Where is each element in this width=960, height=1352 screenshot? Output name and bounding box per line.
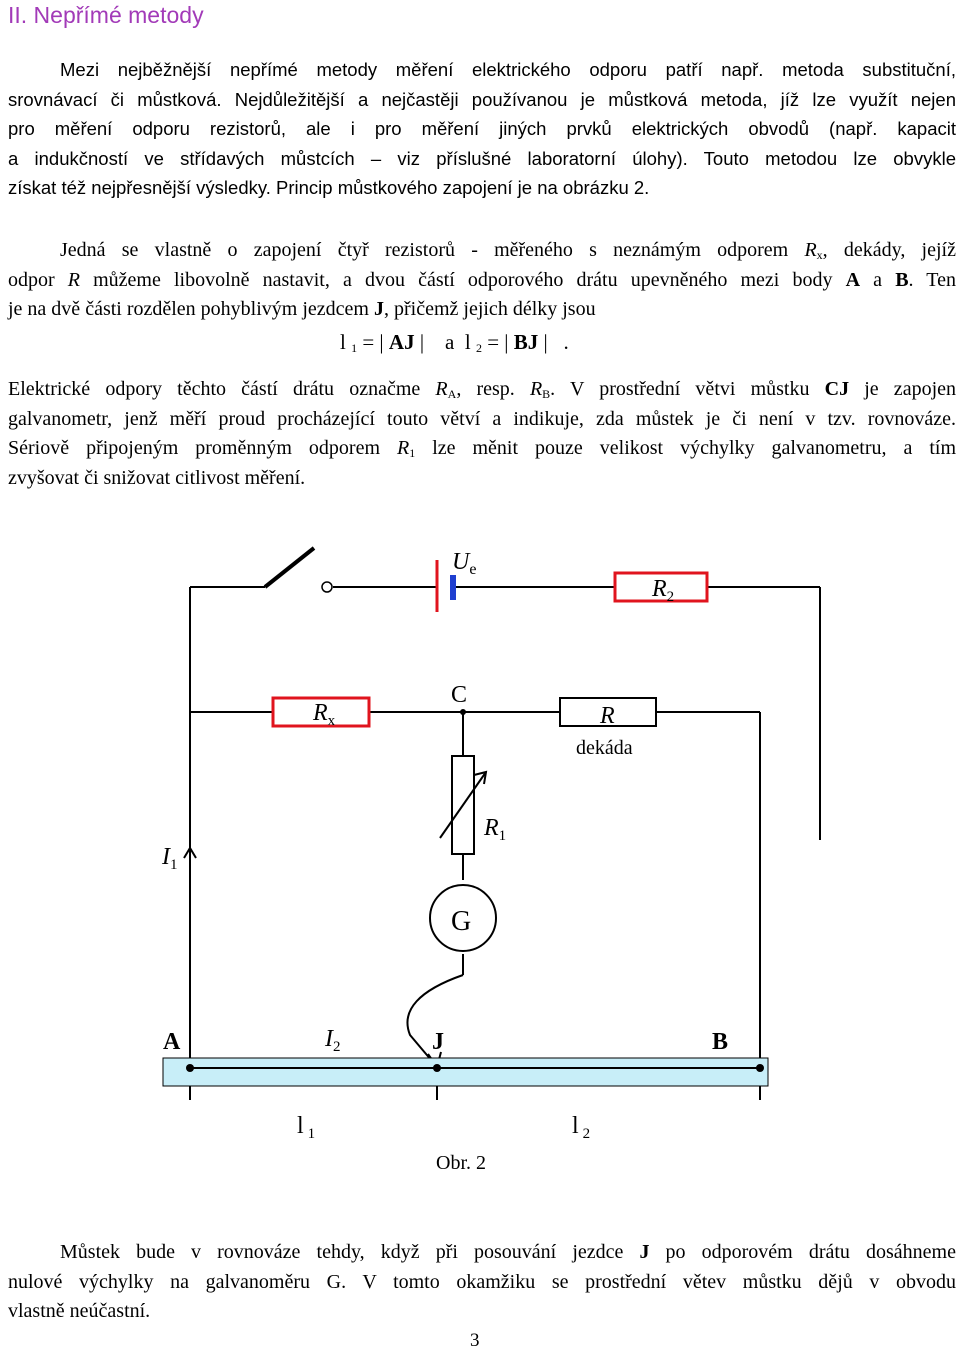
text-run: po odporovém drátu dosáhneme xyxy=(649,1241,956,1263)
bridge-circuit-diagram xyxy=(0,520,960,1150)
text-run: = | xyxy=(481,330,514,354)
paragraph-bridge xyxy=(8,236,956,325)
paragraph-galvanometer xyxy=(8,375,956,493)
text-line xyxy=(8,295,956,325)
segment-bj: BJ xyxy=(513,330,539,354)
text-line: a indukčností ve střídavých můstcích – viz příslušné laboratorní úlohy). Touto metodou lze obvykle xyxy=(8,147,956,169)
node-a xyxy=(186,1064,194,1072)
label-rx: $R_x$ xyxy=(313,700,336,729)
point-j: J xyxy=(373,298,384,320)
text-line: srovnávací či můstková. Nejdůležitější a nejčastěji používanou je můstková metoda, jíž lze využít nejen xyxy=(8,88,956,110)
text-line: galvanometr, jenž měří proud procházející touto větví a indikuje, zda můstek je či není v tzv. rovnováze. xyxy=(8,407,956,430)
symbol-r: R xyxy=(67,268,80,291)
text-run: a xyxy=(860,268,896,291)
section-heading: II. Nepřímé metody xyxy=(8,2,204,28)
text-run: . Ten xyxy=(908,268,956,291)
paragraph-intro xyxy=(8,55,956,203)
text-line xyxy=(8,375,956,405)
text-run: Elektrické odpory těchto částí drátu označme xyxy=(8,378,436,400)
text-run: , dekády, jejíž xyxy=(822,239,956,261)
text-line: nulové výchylky na galvanoměru G. V tomto okamžiku se prostřední větev můstku dějů v obvodu xyxy=(8,1270,956,1293)
text-run: Jedná se vlastně o zapojení čtyř rezistorů - měřeného s neznámým odporem xyxy=(60,239,805,261)
label-i1: $I_1$ xyxy=(162,844,178,873)
figure-caption: Obr. 2 xyxy=(436,1152,486,1174)
subscript: A xyxy=(447,387,457,401)
label-ue: $U_e$ xyxy=(452,549,477,578)
label-b: B xyxy=(712,1029,729,1055)
variable-arrow xyxy=(440,772,486,838)
subscript: x xyxy=(816,248,823,262)
label-r2: $R_2$ xyxy=(652,576,675,605)
text-line xyxy=(8,266,956,296)
text-run: lze měnit pouze velikost výchylky galvanometru, a tím xyxy=(415,437,956,459)
label-r-decade: R xyxy=(600,703,615,729)
text-run: l xyxy=(340,330,346,354)
text-run: je na dvě části rozdělen pohyblivým jezdcem xyxy=(8,298,374,320)
text-line xyxy=(8,1238,956,1268)
symbol-r: R xyxy=(529,378,543,400)
point-b: B xyxy=(895,268,909,291)
page-number: 3 xyxy=(470,1330,480,1351)
text-run: Můstek bude v rovnováze tehdy, když při posouvání jezdce xyxy=(60,1241,640,1263)
subscript: 1 xyxy=(351,341,358,355)
text-line: pro měření odporu rezistorů, ale i pro měření jiných prvků elektrických obvodů (např. kapacit xyxy=(8,118,956,139)
label-dekada: dekáda xyxy=(576,737,633,759)
point-a: A xyxy=(845,268,861,291)
text-run: je zapojen xyxy=(849,378,956,400)
text-run: Sériově připojeným proměnným odporem xyxy=(8,437,397,459)
text-run: | . xyxy=(538,330,569,354)
text-run: , přičemž jejich délky jsou xyxy=(383,298,596,320)
text-line: zvyšovat či snižovat citlivost měření. xyxy=(8,466,306,489)
label-c: C xyxy=(451,682,468,708)
text-line xyxy=(8,434,956,464)
label-i2: $I_2$ xyxy=(325,1026,341,1055)
length-formula xyxy=(340,330,569,355)
paragraph-balance xyxy=(8,1238,956,1327)
text-run: odpor xyxy=(8,268,68,291)
text-line: získat též nejpřesnější výsledky. Princip můstkového zapojení je na obrázku 2. xyxy=(8,177,650,198)
node-c xyxy=(460,709,466,715)
label-l2: l $_2$ xyxy=(572,1113,591,1142)
text-line xyxy=(8,236,956,266)
symbol-r: R xyxy=(435,378,448,400)
label-j: J xyxy=(432,1029,444,1055)
branch-cj: CJ xyxy=(824,378,850,400)
text-run: | a l xyxy=(414,330,471,354)
switch-contact xyxy=(322,582,332,592)
node-j xyxy=(433,1064,441,1072)
subscript: B xyxy=(542,387,551,401)
switch-lever xyxy=(265,548,314,587)
symbol-r: R xyxy=(804,239,817,261)
node-b xyxy=(756,1064,764,1072)
label-l1: l $_1$ xyxy=(297,1113,316,1142)
subscript: 2 xyxy=(475,341,482,355)
label-r1: $R_1$ xyxy=(484,815,507,844)
text-run: = | xyxy=(357,330,389,354)
label-g: G xyxy=(451,906,472,937)
text-run: . V prostřední větvi můstku xyxy=(550,378,825,400)
segment-aj: AJ xyxy=(388,330,415,354)
subscript: 1 xyxy=(409,446,416,460)
label-a: A xyxy=(163,1029,181,1055)
text-line: vlastně neúčastní. xyxy=(8,1300,151,1322)
point-j: J xyxy=(639,1241,650,1263)
text-run: můžeme libovolně nastavit, a dvou částí odporového drátu upevněného mezi body xyxy=(80,268,846,291)
resistance-wire-board xyxy=(163,1058,768,1086)
text-run: , resp. xyxy=(456,378,530,400)
symbol-r: R xyxy=(397,437,410,459)
text-line: Mezi nejběžnější nepřímé metody měření elektrického odporu patří např. metoda substituční, xyxy=(60,59,956,80)
